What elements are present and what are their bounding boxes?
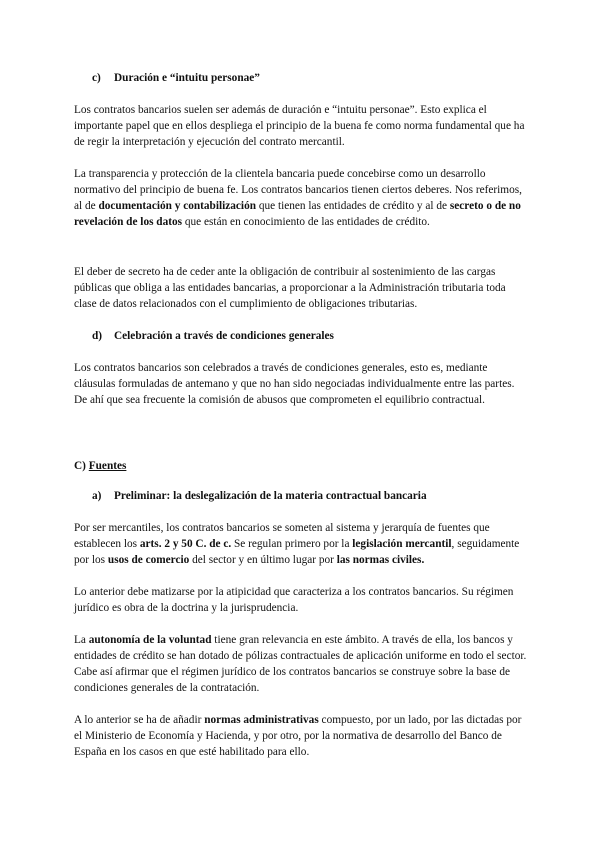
text-run: tiene gran relevancia en este ámbito. A través de ella, los bancos y entidades de crédito se han dotado de pólizas contractuales de aplicación uniforme en todo el sector. Cabe así afirmar que el régimen jurídico de los contratos bancarios se construye sobre la base de condiciones generales de la contratación. (74, 634, 527, 694)
bold-text-run: documentación y contabilización (98, 200, 256, 212)
paragraph-d-1 (74, 360, 530, 408)
heading-section-a (92, 488, 427, 504)
paragraph-a-4 (74, 712, 530, 760)
bold-text-run: arts. 2 y 50 C. de c. (139, 538, 232, 550)
heading-title: Duración e “intuitu personae” (114, 72, 260, 84)
bold-text-run: legislación mercantil (352, 538, 452, 550)
text-run: El deber de secreto ha de ceder ante la obligación de contribuir al sostenimiento de las cargas públicas que obliga a las entidades bancarias, a proporcionar a la Administración tributaria toda clase de datos relacionados con el cumplimiento de obligaciones tributarias. (74, 266, 506, 310)
bold-text-run: las normas civiles. (336, 554, 425, 566)
text-run: Por ser mercantiles, los contratos bancarios se someten al sistema y jerarquía de fuentes que establecen los (74, 522, 490, 550)
paragraph-a-1 (74, 520, 530, 568)
text-run: Los contratos bancarios suelen ser además de duración e “intuitu personae”. Esto explica el importante papel que en ellos despliega el principio de la buena fe como norma fundamental que ha de regir la interpretación y ejecución del contrato mercantil. (74, 104, 525, 148)
bold-text-run: usos de comercio (107, 554, 190, 566)
paragraph-c-1 (74, 102, 530, 150)
heading-title: Fuentes (88, 460, 127, 472)
heading-number: a) (92, 490, 102, 502)
heading-fuentes (74, 458, 126, 474)
text-run: que están en conocimiento de las entidades de crédito. (182, 216, 430, 228)
paragraph-c-3 (74, 264, 530, 312)
heading-number: d) (92, 330, 103, 342)
paragraph-c-2 (74, 166, 530, 230)
text-run: , seguidamente por los (74, 538, 520, 566)
paragraph-a-3 (74, 632, 530, 696)
text-run: La transparencia y protección de la clientela bancaria puede concebirse como un desarrollo normativo del principio de buena fe. Los contratos bancarios tienen ciertos deberes. Nos referimos, al de (74, 168, 522, 212)
bold-text-run: autonomía de la voluntad (88, 634, 212, 646)
text-run: compuesto, por un lado, por las dictadas por el Ministerio de Economía y Hacienda, y por otro, por la normativa de desarrollo del Banco de España en los casos en que esté habilitado para ello. (74, 714, 522, 758)
text-run: Se regulan primero por la (231, 538, 353, 550)
paragraph-a-2 (74, 584, 530, 616)
text-run: La (74, 634, 89, 646)
heading-prefix: C) (74, 460, 89, 472)
bold-text-run: secreto o de no revelación de los datos (74, 200, 521, 228)
text-run: Los contratos bancarios son celebrados a través de condiciones generales, esto es, mediante cláusulas formuladas de antemano y que no han sido negociadas individualmente entre las partes. De ahí que sea frecuente la comisión de abusos que comprometen el equilibrio contractual. (74, 362, 515, 406)
heading-section-c (92, 70, 260, 86)
text-run: A lo anterior se ha de añadir (74, 714, 205, 726)
heading-title: Preliminar: la deslegalización de la materia contractual bancaria (114, 490, 427, 502)
heading-title: Celebración a través de condiciones generales (114, 330, 334, 342)
heading-section-d (92, 328, 334, 344)
heading-number: c) (92, 72, 101, 84)
text-run: que tienen las entidades de crédito y al de (256, 200, 450, 212)
text-run: Lo anterior debe matizarse por la atipicidad que caracteriza a los contratos bancarios. Su régimen jurídico es obra de la doctrina y la jurisprudencia. (74, 586, 514, 614)
bold-text-run: normas administrativas (204, 714, 319, 726)
text-run: del sector y en último lugar por (189, 554, 337, 566)
